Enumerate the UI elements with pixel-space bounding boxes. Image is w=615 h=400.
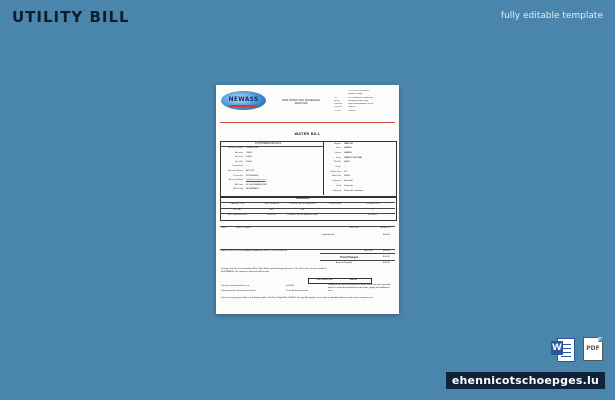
payment-reminder: Kindly ensure that the payment is made within the time specified above to avoid disconnection of the water supply and additional fees. — [328, 284, 391, 293]
amount-payable-label: Amount Payable — [336, 262, 353, 264]
customer-field-label: Account — [235, 156, 243, 159]
brand-watermark: ehennicotschoepges.lu — [446, 372, 605, 389]
bill-title: WATER BILL — [294, 132, 321, 136]
readings-cell: 000 — [269, 209, 274, 211]
page-title: UTILITY BILL — [12, 8, 130, 26]
readings-column-header: CURRENT METER READINGS — [289, 202, 316, 205]
contact-key: Email: — [334, 99, 341, 102]
readings-cell: 01/01/2021 — [266, 214, 277, 217]
contact-value: 0722000000/0733000000 — [348, 96, 373, 99]
contact-value: 123456 — [348, 109, 356, 112]
readings-column-header: CONSUMPTION — [365, 202, 380, 205]
customer-field-label: Account Status — [228, 170, 243, 172]
contact-value: customer@mail.com — [348, 99, 368, 102]
charges-amount-label: AMOUNT — [350, 227, 360, 229]
bill-document — [216, 85, 399, 314]
customer-field-label: Class — [335, 166, 341, 168]
customer-field-label: Connection — [231, 165, 243, 168]
header-divider — [220, 122, 395, 123]
readings-cell: CURRENT METER READING DATE — [287, 214, 318, 217]
water-charge-value: 400.00 — [383, 250, 390, 252]
customer-field-value: NAIROBI — [344, 142, 353, 145]
last-payment-time: at 00:00 — [286, 285, 294, 287]
contact-value: Nairobi, Kenya — [348, 93, 363, 96]
total-due-value: 800.00 — [350, 279, 357, 281]
readings-cell: 008 — [300, 209, 305, 211]
readings-heading: READINGS — [296, 197, 310, 200]
avoid-disconnection-text: To avoid disconnection — [286, 290, 309, 292]
customer-field-value: Domestic — [344, 184, 354, 187]
opening-balance-value: 400.00 — [383, 234, 390, 236]
customer-field-label: Zone — [336, 147, 341, 150]
customer-field-value: Domestic Customer — [344, 189, 364, 192]
customer-field-value: KAREN CENTRAL — [344, 156, 363, 159]
total-due-label: Total amount due — [316, 279, 333, 281]
readings-cell: ACTUAL — [233, 209, 242, 211]
word-icon-label: W — [552, 343, 562, 353]
readings-cell: 8 — [371, 209, 374, 211]
charges-date-label: DATE — [221, 227, 227, 229]
pdf-icon-label: PDF — [586, 345, 600, 352]
bill-note: Charges due for an outstanding bill to "New Water and Sewerage Services" The Due Date is for the month of NOVEMBER. The amount is due upon bill receipt. — [221, 268, 327, 274]
customer-field-label: Bill Date — [234, 183, 243, 186]
customer-field-label: Category — [332, 180, 341, 183]
contact-key: Till No: — [334, 109, 341, 112]
file-format-icons — [551, 337, 603, 361]
customer-field-value: KAREN — [344, 147, 352, 150]
customer-field-value: 10001 — [246, 160, 253, 163]
pdf-file-icon[interactable] — [583, 337, 603, 361]
logo-text: NEWASS — [228, 96, 259, 103]
customer-field-label: Region — [334, 142, 341, 145]
last-payment-text: The last amount paid to us at — [221, 285, 250, 287]
contact-key: Pay Bill: — [334, 106, 342, 109]
customer-field-label: Account — [235, 151, 243, 154]
contact-value: 000000 — [348, 106, 356, 109]
contact-value: P. O. BOX 000-00000 — [348, 90, 369, 92]
customer-field-label: Meter No — [332, 175, 341, 178]
water-charge-row: WATER BILL FOR NOVEMBER (READING 000 TO 008 @ KSH 50) — [221, 250, 288, 252]
customer-field-label: Account Email — [229, 179, 243, 182]
contact-value: https://www.newass.co.ke — [348, 103, 374, 106]
customer-field-value: 10001 — [246, 151, 253, 154]
water-charge-amount-label: AMOUNT — [364, 250, 374, 252]
company-logo — [221, 91, 266, 110]
contact-key: Tel: — [334, 96, 338, 99]
contact-key: Website: — [334, 103, 343, 106]
charges-balance-label: BALANCE — [380, 227, 391, 229]
customer-field-label: Category — [332, 189, 341, 192]
readings-column-header: READING TYPE — [230, 202, 245, 205]
customer-field-label: Acct No — [235, 160, 243, 163]
total-charges-label: Total Charges — [340, 255, 359, 259]
customer-field-label: Meter Size — [330, 170, 341, 173]
customer-field-label: Bill Period — [233, 188, 243, 191]
amount-payable-value: 800.00 — [383, 262, 390, 264]
customer-field-label: Account Name — [228, 147, 243, 149]
page-subtitle: fully editable template — [500, 11, 603, 21]
customer-field-value: Domestic — [344, 180, 354, 183]
customer-field-label: Route — [335, 151, 341, 154]
customer-field-value: ... — [344, 166, 346, 168]
customer-field-value: 01 DECEMBER 2020 — [246, 183, 267, 186]
customer-field-label: Plot No — [333, 161, 341, 164]
customer-field-value: ACTIVE — [246, 170, 254, 172]
customer-field-value: 00001 — [344, 161, 351, 164]
company-contact — [334, 90, 394, 113]
customer-field-value: KAREN — [344, 151, 352, 154]
readings-column-header: BILLED DATE — [329, 202, 342, 205]
customer-field-label: Zone — [336, 156, 341, 159]
company-name: NEW WATER AND SEWERAGE SERVICES — [282, 99, 320, 106]
customer-field-value: JOHN DOE ... — [246, 147, 260, 149]
footer-note: You can now pay your bills at any Equity outlet or M-Pesa Paybill No. 000000. For any bill inquiries or to make a complaint please reach to our customer care. — [221, 297, 374, 299]
readings-cell: NEXT READING DATE — [227, 214, 248, 217]
pay-before-text: Please pay the amount on or before — [221, 290, 256, 292]
customer-details-heading: CUSTOMER DETAILS — [255, 141, 282, 145]
customer-field-value: 00001 — [344, 175, 351, 178]
customer-field-label: Tariff — [336, 184, 341, 187]
word-file-icon[interactable] — [551, 337, 575, 361]
customer-field-value: 0722000000 — [246, 174, 259, 177]
customer-field-value: 1/2" — [344, 170, 348, 173]
customer-field-value: NOVEMBER — [246, 188, 259, 191]
total-charges-value: 400.00 — [383, 256, 390, 258]
opening-balance-label: Opening bal — [322, 234, 334, 236]
customer-field-label: Phone No — [233, 174, 243, 177]
readings-column-header: PREV. READING — [264, 202, 279, 205]
readings-cell: 30/11/2020 — [367, 214, 378, 217]
customer-field-value: ... — [246, 165, 248, 168]
customer-field-value: john@example.com — [246, 179, 266, 182]
charges-particulars-label: PARTICULARS — [236, 227, 252, 229]
customer-field-value: 10001 — [246, 156, 253, 159]
